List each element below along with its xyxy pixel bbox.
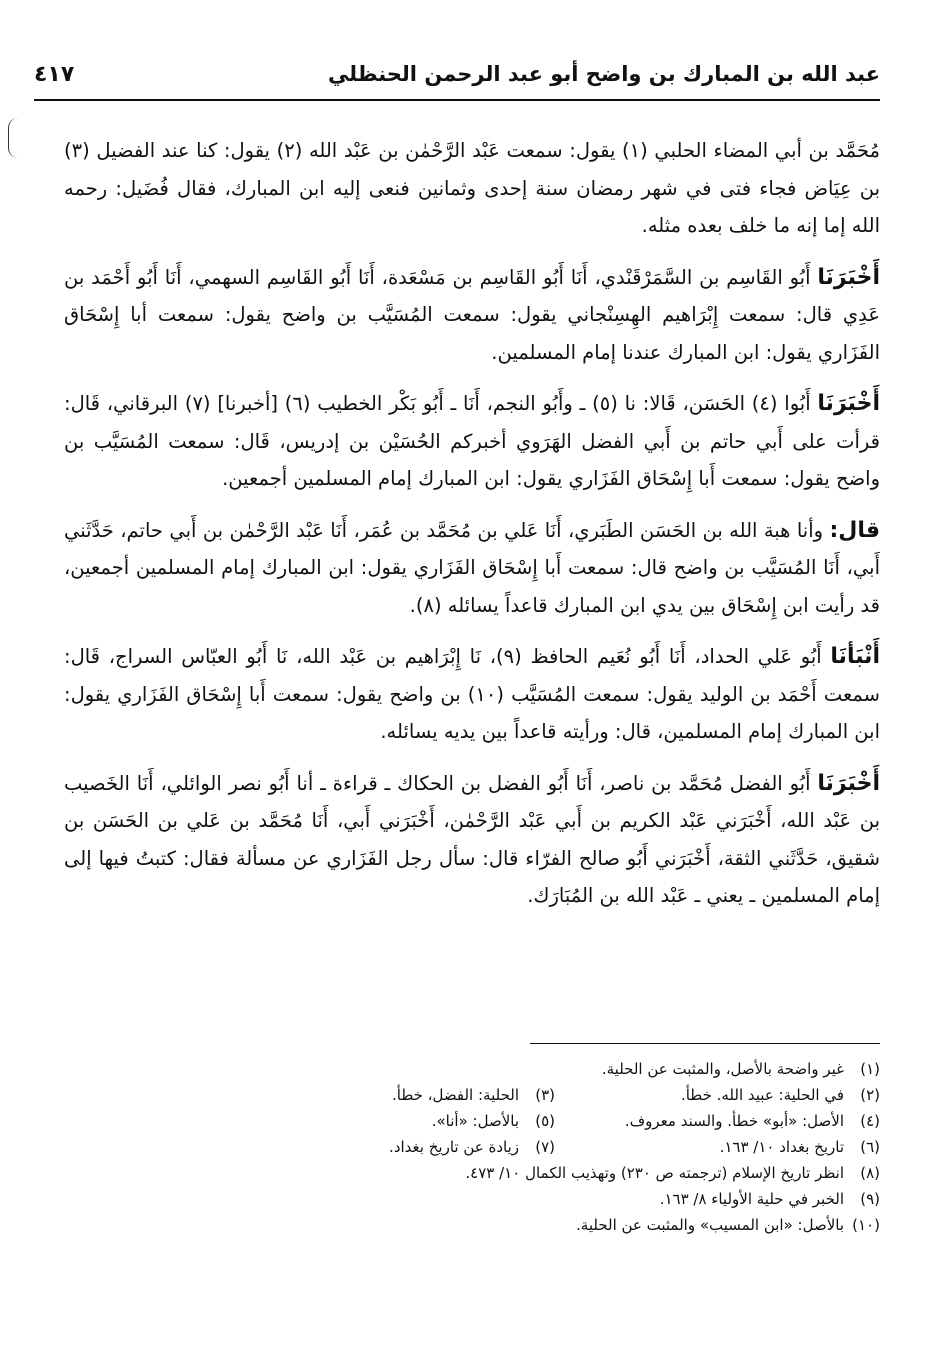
- footnote-text: الحلية: الفضل، خطأ.: [392, 1086, 519, 1104]
- footnotes: [230, 1056, 880, 1238]
- paragraph-text: أَبُوا (٤) الحَسَن، قَالا: نا (٥) ـ وأَبُو النجم، أَنَا ـ أَبُو بَكْر الخطيب (٦) [أخبرنا] (٧) البرقاني، قَال: قرأت على أَبي حاتم بن أَبي الفضل الهَرَوي أخبركم الحُسَيْن بن إدريس، قَال: سمعت المُسَيَّب بن واضح يقول: سمعت أَبا إِسْحَاق الفَزَاري يقول: ابن المبارك إمام المسلمين أجمعين.: [64, 392, 880, 490]
- footnote-text: غير واضحة بالأصل، والمثبت عن الحلية.: [601, 1060, 844, 1078]
- footnote-row: [230, 1056, 880, 1082]
- margin-pencil-mark: [8, 118, 19, 158]
- footnote-text: بالأصل: «أنا».: [431, 1112, 519, 1130]
- footnote-number: (٤): [860, 1112, 880, 1130]
- footnote-row: [230, 1212, 880, 1238]
- footnote-number: (١٠): [852, 1216, 880, 1234]
- paragraph-lead: أَنْبَأنَا: [830, 644, 880, 669]
- main-text: [64, 132, 880, 915]
- footnote-number: (٢): [860, 1086, 880, 1104]
- paragraph-text: أَبُو القَاسِم بن السَّمَرْقَنْدي، أَنَا أَبُو القَاسِم بن مَسْعَدة، أَنَا أَبُو القَاسِم السهمي، أَنَا أَبُو أَحْمَد بن عَدِي قال: سمعت إِبْرَاهيم الهِسِنْجاني يقول: سمعت المُسَيَّب بن واضح يقول: سمعت أبا إِسْحَاق الفَزَاري يقول: ابن المبارك عندنا إمام المسلمين.: [64, 265, 880, 364]
- footnote-row: [230, 1160, 880, 1186]
- footnote-row: [230, 1082, 880, 1108]
- paragraph: [64, 638, 880, 751]
- footnote: [555, 1108, 880, 1134]
- footnote-text: انظر تاريخ الإسلام (ترجمته ص ٢٣٠) وتهذيب الكمال ١٠/ ٤٧٣.: [465, 1164, 844, 1182]
- paragraph-text: وأنا هبة الله بن الحَسَن الطَبَري، أَنَا عَلي بن مُحَمَّد بن عُمَر، أَنَا عَبْد الرَّحْمٰن بن أَبي حاتم، حَدَّثَني أَبي، أَنَا المُسَيَّب بن واضح قال: سمعت أَبا إِسْحَاق الفَزَاري يقول: ابن المبارك إمام المسلمين أجمعين، قد رأيت ابن إِسْحَاق بين يدي ابن المبارك قاعداً يسائله (٨).: [64, 518, 880, 617]
- paragraph: [64, 765, 880, 915]
- footnote-number: (٣): [535, 1086, 555, 1104]
- paragraph: [64, 385, 880, 498]
- footnote-separator: [530, 1043, 880, 1044]
- paragraph-lead: أَخْبَرَنَا: [817, 391, 881, 416]
- footnote-number: (٧): [535, 1138, 555, 1156]
- paragraph-text: أَبُو الفضل مُحَمَّد بن ناصر، أَنَا أَبُو الفضل بن الحكاك ـ قراءة ـ أنا أَبُو نصر الوائلي، أَنَا الخَصيب بن عَبْد الله، أَخْبَرَني عَبْد الكريم بن أَبي عَبْد الرَّحْمٰن، أَخْبَرَني أَبي، أَنَا مُحَمَّد بن عَلي بن الحَسَن بن شقيق، حَدَّثَني الثقة، أَخْبَرَني أَبُو صالح الفرّاء قال: سأل رجل الفَزَاري عن مسألة فقال: كتبتُ فيها إلى إمام المسلمين ـ يعني ـ عَبْد الله بن المُبَارَك.: [64, 771, 880, 907]
- footnote: [230, 1186, 880, 1212]
- footnote-number: (٩): [860, 1190, 880, 1208]
- footnote-row: [230, 1134, 880, 1160]
- running-header: [34, 52, 880, 96]
- footnote-row: [230, 1108, 880, 1134]
- paragraph: [64, 512, 880, 625]
- paragraph-lead: أَخْبَرَنَا: [817, 770, 880, 796]
- paragraph-text: أَبُو عَلي الحداد، أَنَا أَبُو نُعَيم الحافظ (٩)، نَا إِبْرَاهيم بن عَبْد الله، نَا أَبُو العبّاس السراج، قَال: سمعت أَحْمَد بن الوليد يقول: سمعت المُسَيَّب (١٠) بن واضح يقول: سمعت أَبا إِسْحَاق الفَزَاري يقول: ابن المبارك إمام المسلمين، قال: ورأيته قاعداً بين يديه يسائله.: [64, 645, 880, 743]
- header-title: عبد الله بن المبارك بن واضح أبو عبد الرحمن الحنظلي: [327, 62, 880, 86]
- footnote-number: (٥): [535, 1112, 555, 1130]
- paragraph-text: مُحَمَّد بن أبي المضاء الحلبي (١) يقول: سمعت عَبْد الرَّحْمٰن بن عَبْد الله (٢) يقول: كنا عند الفضيل (٣) بن عِيَاض فجاء فتى في شهر رمضان سنة إحدى وثمانين فنعى إليه ابن المبارك، فقال فُضَيل: رحمه الله إما إنه ما خلف بعده مثله.: [64, 139, 880, 237]
- footnote-text: في الحلية: عبيد الله. خطأ.: [680, 1086, 844, 1104]
- footnote-text: الخبر في حلية الأولياء ٨/ ١٦٣.: [659, 1190, 844, 1208]
- paragraph-lead: قال:: [829, 517, 880, 543]
- header-rule: [34, 99, 880, 101]
- footnote-text: تاريخ بغداد ١٠/ ١٦٣.: [719, 1138, 844, 1156]
- footnote-number: (٨): [860, 1164, 880, 1182]
- footnote-number: (٦): [860, 1138, 880, 1156]
- footnote-number: (١): [860, 1060, 880, 1078]
- footnote-text: الأصل: «أبو» خطأ. والسند معروف.: [624, 1112, 844, 1130]
- paragraph: [64, 132, 880, 245]
- footnote: [230, 1108, 555, 1134]
- footnote: [230, 1212, 880, 1238]
- footnote: [230, 1056, 880, 1082]
- footnote: [555, 1082, 880, 1108]
- footnote: [555, 1134, 880, 1160]
- footnote: [230, 1082, 555, 1108]
- page-number: ٤١٧: [34, 61, 75, 87]
- footnote-row: [230, 1186, 880, 1212]
- footnote-text: زيادة عن تاريخ بغداد.: [389, 1138, 519, 1156]
- paragraph: [64, 259, 880, 372]
- footnote: [230, 1160, 880, 1186]
- footnote: [230, 1134, 555, 1160]
- footnote-text: بالأصل: «ابن المسيب» والمثبت عن الحلية.: [576, 1216, 844, 1234]
- paragraph-lead: أَخْبَرَنَا: [817, 264, 880, 290]
